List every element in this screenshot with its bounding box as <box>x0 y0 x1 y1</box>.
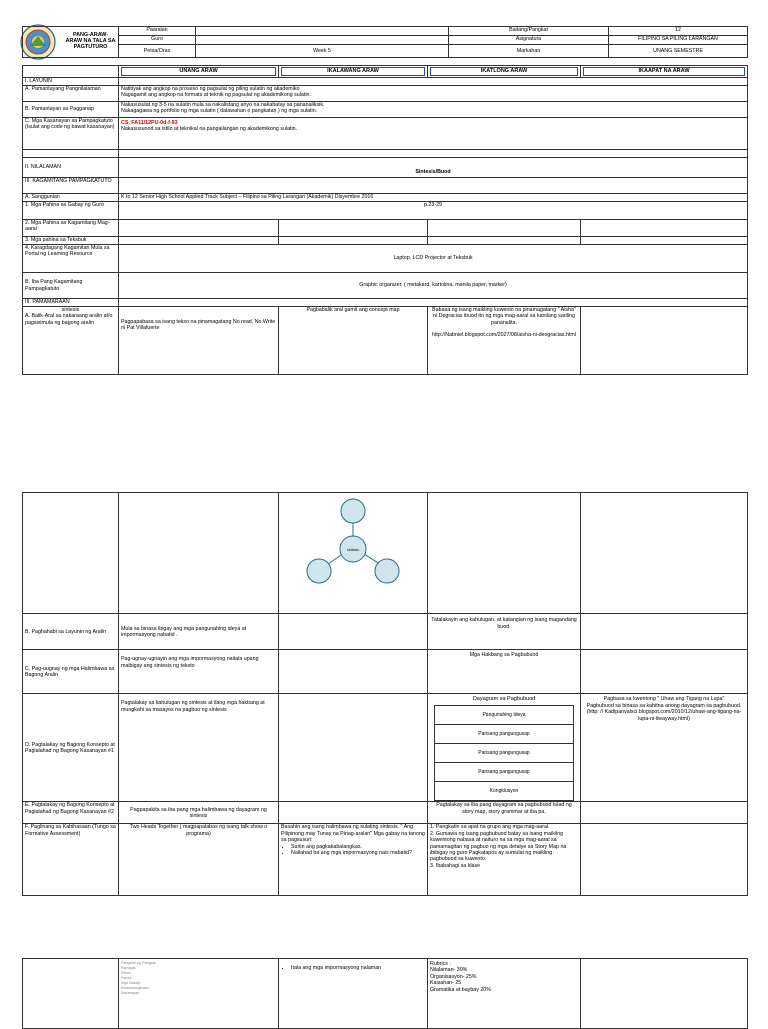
teksbuk-label: 3. Mga pahina sa Teksbuk <box>23 237 119 245</box>
asignatura-label: Asignatura <box>449 36 609 45</box>
iba-kagamitan-label: B. Iba Pang Kagamitang Pampagkatuto <box>23 273 119 299</box>
baitang-value: 12 <box>609 27 748 36</box>
concept-node-left <box>307 559 331 583</box>
rubric-item: Organisasyon- 25% <box>430 973 477 980</box>
lesson-table-1 <box>22 65 748 375</box>
day-2-header: IKALAWANG ARAW <box>281 67 425 76</box>
lesson-table-2 <box>22 492 748 896</box>
balik-day1: Pagpapabasa sa isang tekso na pinamagatang No read, No Write ni Pat Villafuerte <box>119 307 279 375</box>
paghahabi-day1: Mula sa binasa ibigay ang mga pangunahing ideya at impormasyong nabatid . <box>119 614 279 650</box>
pag-uugnay-day3: Mga Hakbang sa Pagbubuod <box>428 650 581 694</box>
dayagram-row: Pangunahing Ideya <box>435 705 574 724</box>
paglinang-label: F. Paglinang sa Kabihasaan (Tungo sa Formative Assessment) <box>23 824 119 896</box>
paglinang-day3: 1. Pangkatin sa apat na grupo ang mga mag-aaral. 2. Gumawa ng isang pagbubuod batay sa isang maikling kuwentong nabasa at naituro na sa mga mag-aaral sa pamamagitan ng pagbuo ng mga detalye sa Story Map na ibibigay ng guro Pagkatapos ay sumulat ng maikling pagbubuod sa kuwento. 3. Ibabahagi sa klase <box>428 824 581 896</box>
pahina-label: 2. Mga Pahina sa Kagamitang Mag-aaral <box>23 220 119 237</box>
pag-uugnay-label: C. Pag-uugnay ng mga Halimbawa sa Bagong Aralin <box>23 650 119 694</box>
dayagram-row: Pansang pangungusap <box>435 762 574 781</box>
kagamitan-label: III. KAGAMITANG PAMPAGKATUTO <box>23 178 119 194</box>
nilalaman-value: Sintesis/Buod <box>119 158 748 178</box>
pagtalakay2-label: E. Pagtalakay ng Bagong Konsepto at Paglalahad ng Bagong Kasanayan #2 <box>23 802 119 824</box>
kasanayan-text: Nakasusunod sa istilo at teknikal na pangailangan ng akademikong sulatin. <box>121 126 298 133</box>
baitang-label: Baitang/Pangkat <box>449 27 609 36</box>
guro-label: Guro <box>119 36 196 45</box>
rubric-item: Kaisahan- 25 <box>430 980 462 987</box>
dayagram-table <box>434 705 574 801</box>
sanggunian-text: K to 12 Senior High School Applied Track Subject – Filipino sa Piling Larangan (Akademik) Disyembre 2016 <box>119 194 748 202</box>
layunin-label: I. LAYUNIN <box>23 78 119 86</box>
pamantayang-pangnilalaman-text: Natitiyak ang angkop na proseso ng pagsulat ng piling sulatin ng akademiko Nagagamit ang angkop na formats at teknik ng pagsulat ng akademikong sulatin. <box>119 86 748 102</box>
paglinang-day2-item: • Nailahad ba ang mga impormasyong nais mabatid? <box>291 850 425 856</box>
paghahabi-label: B. Paghahabi sa Layunin ng Aralin <box>23 614 119 650</box>
markahan-label: Markahan <box>449 45 609 58</box>
paglinang-day2-item: • Suriin ang pagkakabalangkas. <box>291 844 425 850</box>
rubric-item: Nilalaman- 30% <box>430 967 468 974</box>
paghahabi-day3: Tatalakayin ang kahulugan, at katangian ng isang magandang buod. <box>428 614 581 650</box>
lesson-table-3 <box>22 958 748 1029</box>
day-1-header: UNANG ARAW <box>121 67 276 76</box>
iba-kagamitan-value: Graphic organizer, ( metakard, kartolina, manila paper, marker) <box>119 273 748 299</box>
page-title: PANG-ARAW-ARAW NA TALA SA PAGTUTURO <box>23 27 119 58</box>
asignatura-value: FILIPINO SA PILING LARANGAN <box>609 36 748 45</box>
day2-item: • Itala ang mga impormasyong nalaman <box>291 965 425 971</box>
day-3-header: IKATLONG ARAW <box>430 67 578 76</box>
gabay-label: 1. Mga Pahina sa Gabay ng Guro <box>23 202 119 220</box>
markahan-value: UNANG SEMESTRE <box>609 45 748 58</box>
dayagram-row: Pansang pangungusap <box>435 724 574 743</box>
petsa-label: Petsa/Oras <box>119 45 196 58</box>
balik-day3: Babasa ng isang maikling kuwento na pinamagatang " Aisha" ni Degracias ibuod ito ng mga mag-aaral sa kanilang sariling pananalita. <box>432 307 576 326</box>
sanggunian-label: A. Sanggunian <box>23 194 119 202</box>
balik-label-top: sintesis <box>61 307 80 313</box>
pagtalakay2-day3: Pagtalakay sa iba pang dayagram sa pagbubuod tulad ng story map, story grammar at iba pa. <box>428 802 581 824</box>
balik-day2: Pagbabalik aral gamit ang concept map <box>279 307 428 375</box>
day-4-header: IKAAPAT NA ARAW <box>583 67 745 76</box>
paaralan-label: Paaralan <box>119 27 196 36</box>
concept-node-right <box>375 559 399 583</box>
dayagram-row: Kongklusyon <box>435 781 574 800</box>
pag-uugnay-day1: Pag-ugnay-ugnayin ang mga impormasyong naitala upang maibigay ang sintesis ng teksto <box>119 650 279 694</box>
balik-day3-url[interactable]: http://Nabniel.blogspot.com/2027/08/aisha-ni-deogracias.html <box>432 332 576 339</box>
pamantayang-pangnilalaman-label: A. Pamantayang Pangnilalaman <box>23 86 119 102</box>
nilalaman-label: II. NILALAMAN <box>23 158 119 178</box>
concept-node-top <box>341 499 365 523</box>
header-table <box>22 26 748 58</box>
rubric-item: Gramatika at baybay 20% <box>430 986 491 993</box>
pamantayan-pagganap-label: B. Pamantayan sa Pagganap <box>23 102 119 118</box>
paglinang-day1: Two Heads Together ( magpapalabas ng isang talk show o programa) <box>119 824 279 896</box>
dayagram-title: Dayagram sa Pagbubuod <box>472 696 536 703</box>
pagtalakay1-day1: Pagtalakay sa kahulugan ng sintesis at ilang mga hakbang at mungkahi sa masayos na pagbuo ng sintesis <box>119 694 279 802</box>
pagtalakay1-day4: Pagbasa sa kwentong " Uhaw ang Tigang na Lupa" Pagbubuod sa binasa sa kahitna anong dayagram sa pagbubuod. (http: // Kadipanvalsci.blogspot.com/2010/12/uhaw-ang-tigang-na-lupa-ni-liwayway.html) <box>581 694 748 802</box>
karagdagang-label: 4. Karagdagang Kagamitan Mula sa Portal ng Learning Resource <box>23 245 119 273</box>
gabay-value: p.23-29 <box>119 202 748 220</box>
pagtalakay2-day1: Pagpapakita sa iba pang mga halimbawa ng dayagram ng sintesis <box>119 802 279 824</box>
kasanayan-label: C. Mga Kasanayan sa Pampagkatuto (Isulat ang code ng bawat kasanayan) <box>23 118 119 150</box>
concept-map-diagram <box>279 493 428 611</box>
pamantayan-pagganap-text: Nakasusulat ng 3-5 na sulatin mula sa nakalistang anyo na nakabatay sa pananaliksik. Nakagagawa ng portfolio ng mga sulatin ( dalawahan o pangkatan ) ng mga sulatin. <box>119 102 748 118</box>
balik-aral-label: A. Balik-Aral sa nakaraang aralin at/o pagsisimula ng bagong aralin <box>25 313 113 326</box>
dayagram-row: Pansang pangungusap <box>435 743 574 762</box>
rubrics-title: Rubrics : <box>430 961 451 967</box>
week-label: Week 5 <box>196 45 449 58</box>
karagdagang-value: Laptop, LCD Projector at Teksbuk <box>119 245 748 273</box>
group-form: Pangalan ng Pangkat: Pamagat: Petsa: Paksa: Mga Kasapi: Kinasasangkutan: Kasanayan: <box>119 959 279 1029</box>
pagtalakay1-label: D. Pagtalakay ng Bagong Konsepto at Paglalahad ng Bagong Kasanayan #1 <box>23 694 119 802</box>
concept-center-label: sintesis <box>347 548 359 552</box>
pamamaraan-label: III. PAMAMARAAN <box>23 299 119 307</box>
kasanayan-code: CS_FA11/12PU-0d-f-93 <box>121 120 178 126</box>
paglinang-day2-intro: Basahin ang isang halimbawa ng sulating sintesis. " Ang Pilipinong may Tunay na Pinag-aralan" Mga gabay na tanong sa pagsusuri: <box>281 824 425 844</box>
